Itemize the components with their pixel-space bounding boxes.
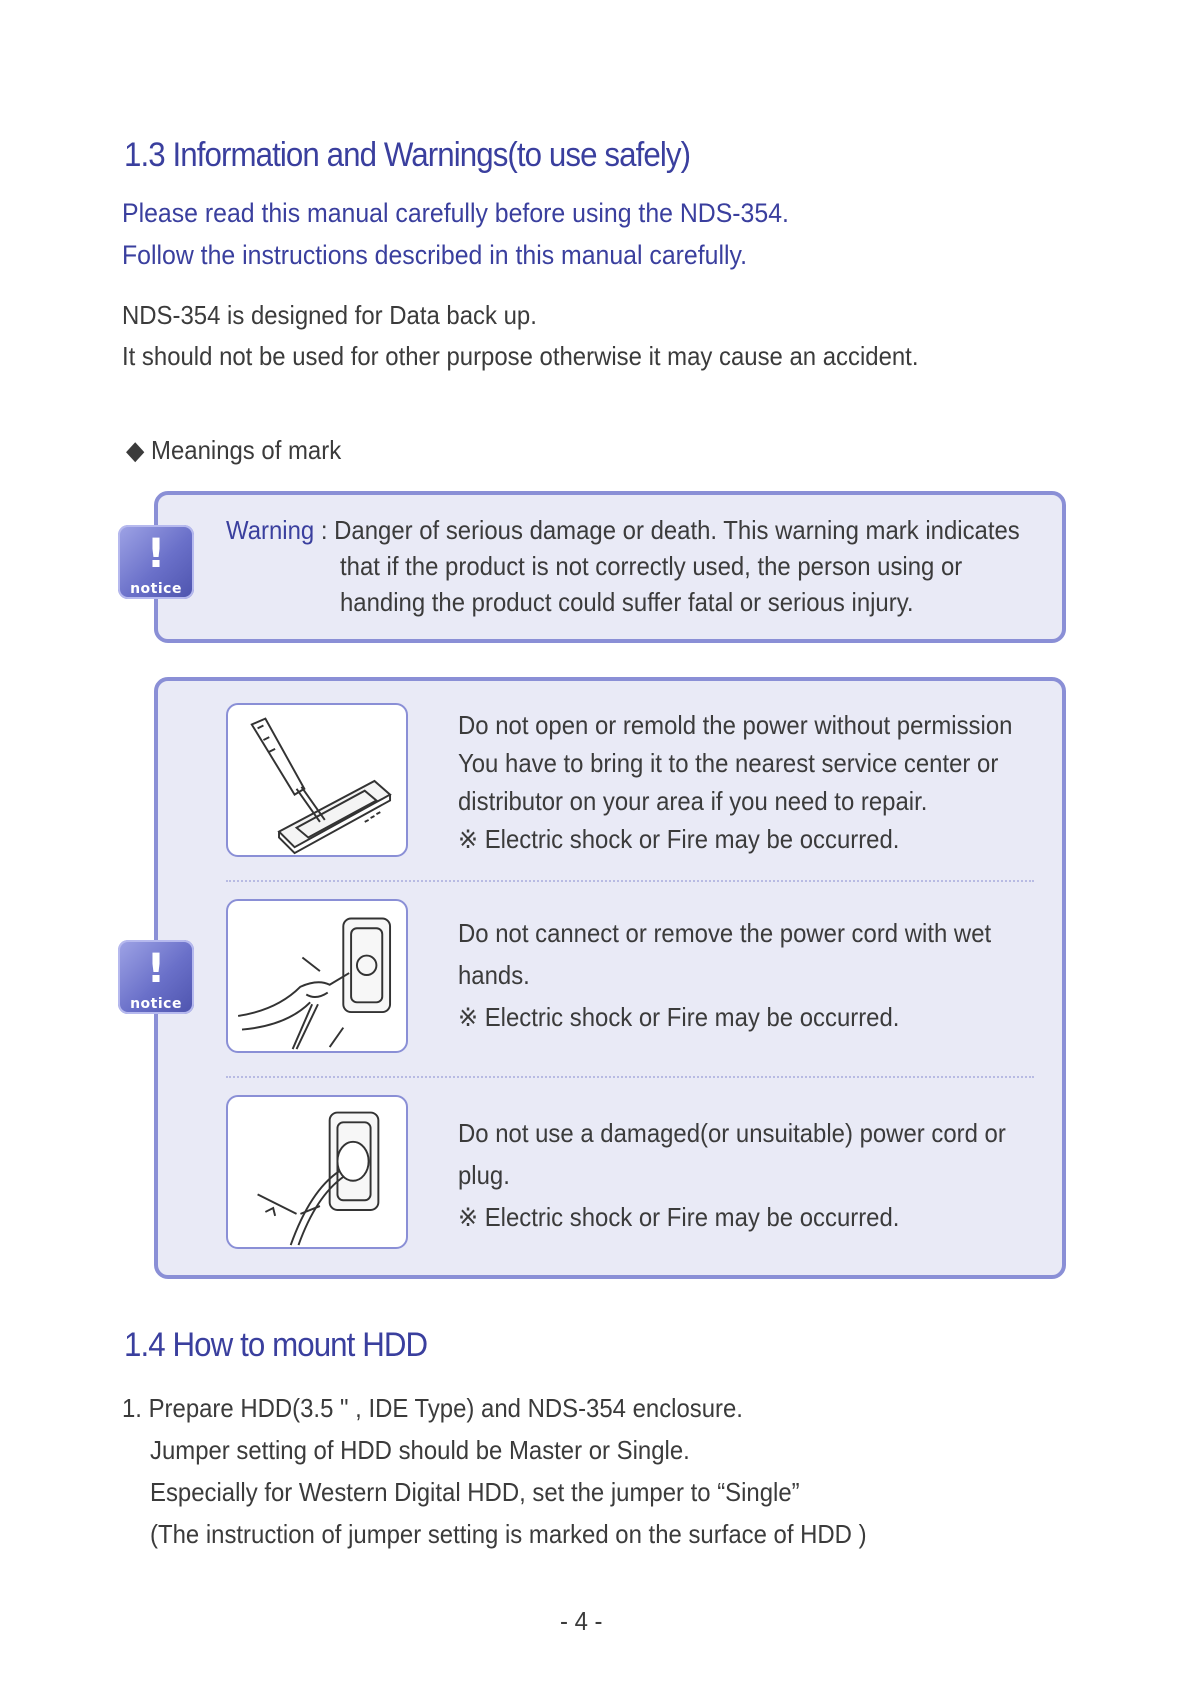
warning-label: Warning: [226, 515, 315, 545]
caution-line: ※ Electric shock or Fire may be occurred.: [458, 1202, 900, 1232]
wet-hand-plug-icon: [226, 899, 408, 1053]
caution-line: Do not cannect or remove the power cord with wet: [458, 918, 992, 948]
caution-line: ※ Electric shock or Fire may be occurred.: [458, 824, 900, 854]
warning-text: [226, 512, 1020, 548]
warning-line: that if the product is not correctly used, the person using or: [340, 551, 963, 581]
damaged-cord-plug-icon: [226, 1095, 408, 1249]
caution-line: plug.: [458, 1160, 510, 1190]
caution-line: Do not use a damaged(or unsuitable) power cord or: [458, 1118, 1006, 1148]
notice-icon: ! notice: [118, 940, 194, 1014]
caution-line: Do not open or remold the power without permission: [458, 710, 1013, 740]
item-divider: [226, 1076, 1034, 1078]
caution-item-text: [458, 706, 1012, 858]
instruction-line: Jumper setting of HDD should be Master or Single.: [150, 1435, 690, 1465]
body-line: NDS-354 is designed for Data back up.: [122, 300, 537, 330]
caution-item-text: [458, 1112, 1006, 1238]
subtitle-line: Please read this manual carefully before using the NDS-354.: [122, 198, 789, 228]
meanings-heading: ◆ Meanings of mark: [126, 435, 342, 465]
notice-label: notice: [130, 996, 182, 1012]
warning-line: Danger of serious damage or death. This warning mark indicates: [334, 515, 1020, 545]
caution-line: hands.: [458, 960, 530, 990]
caution-item-text: [458, 912, 991, 1038]
caution-line: ※ Electric shock or Fire may be occurred.: [458, 1002, 900, 1032]
section-title: 1.3 Information and Warnings(to use safely): [124, 136, 691, 174]
caution-line: distributor on your area if you need to repair.: [458, 786, 928, 816]
caution-line: You have to bring it to the nearest service center or: [458, 748, 999, 778]
subtitle-line: Follow the instructions described in this manual carefully.: [122, 240, 747, 270]
warning-line: handing the product could suffer fatal or serious injury.: [340, 587, 914, 617]
section-title: 1.4 How to mount HDD: [124, 1326, 428, 1364]
instruction-line: Especially for Western Digital HDD, set the jumper to “Single”: [150, 1477, 800, 1507]
notice-label: notice: [130, 581, 182, 597]
page-number: - 4 -: [560, 1606, 603, 1636]
warning-separator: :: [314, 515, 335, 545]
screwdriver-device-icon: [226, 703, 408, 857]
notice-icon: ! notice: [118, 525, 194, 599]
item-divider: [226, 880, 1034, 882]
body-line: It should not be used for other purpose otherwise it may cause an accident.: [122, 341, 919, 371]
instruction-line: (The instruction of jumper setting is marked on the surface of HDD ): [150, 1519, 867, 1549]
instruction-line: 1. Prepare HDD(3.5 " , IDE Type) and NDS-354 enclosure.: [122, 1393, 743, 1423]
